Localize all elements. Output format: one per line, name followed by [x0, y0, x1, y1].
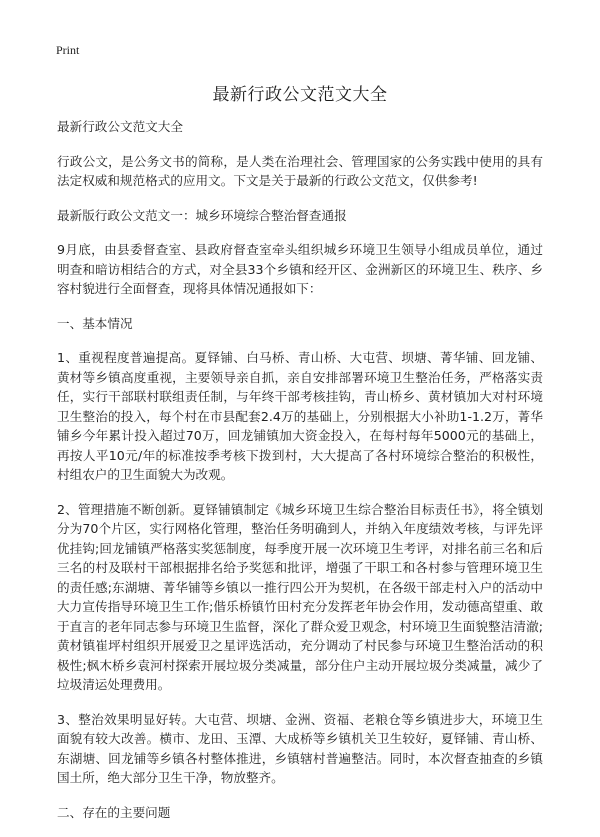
- page-title: 最新行政公文范文大全: [212, 85, 388, 105]
- article-subtitle: 最新行政公文范文大全: [57, 119, 183, 134]
- paragraph-item-2: 2、管理措施不断创新。夏铎铺镇制定《城乡环境卫生综合整治目标责任书》，将全镇划分为70个片区，实行网格化管理，整治任务明确到人，并纳入年度绩效考核，与评先评优挂钩;回龙铺镇严格落实奖惩制度，每季度开展一次环境卫生考评，对排名前三名和后三名的村及联村干部根据排名给予奖惩和批评，增强了干职工和各村参与管理环境卫生的责任感;东湖塘、菁华铺等乡镇以一推行四公开为契机，在各级干部走村入户的活动中大力宣传指导环境卫生工作;偕乐桥镇竹田村充分发挥老年协会作用，发动德高望重、敢于直言的老年同志参与环境卫生监督，深化了群众爱卫观念，村环境卫生面貌整洁清澈;黄材镇崔坪村组织开展爱卫之星评选活动，充分调动了村民参与环境卫生整治活动的积极性;枫木桥乡袁河村探索开展垃圾分类减量，部分住户主动开展垃圾分类减量，减少了垃圾清运处理费用。: [57, 501, 543, 692]
- paragraph-item-1: 1、重视程度普遍提高。夏铎铺、白马桥、青山桥、大屯营、坝塘、菁华铺、回龙铺、黄材等乡镇高度重视，主要领导亲自抓，亲自安排部署环境卫生整治任务，严格落实责任，实行干部联村联组责任制，与年终干部考核挂钩，青山桥乡、黄材镇加大对村环境卫生整治的投入，每个村在市县配套2.4万的基础上，分别根据大小补助1-1.2万，菁华铺乡今年累计投入超过70万，回龙铺镇加大资金投入，在每村每年5000元的基础上，再按人平10元/年的标准按季考核下拨到村，大大提高了各村环境综合整治的积极性，村组农户的卫生面貌大为改观。: [57, 350, 543, 482]
- opening-paragraph: 9月底，由县委督查室、县政府督查室牵头组织城乡环境卫生领导小组成员单位，通过明查和暗访相结合的方式，对全县33个乡镇和经开区、金洲新区的环境卫生、秩序、乡容村貌进行全面督查，现将具体情况通报如下：: [57, 242, 543, 296]
- article-body: [57, 117, 543, 837]
- heading-main-problems: 二、存在的主要问题: [57, 804, 171, 820]
- intro-paragraph: 行政公文，是公务文书的简称，是人类在治理社会、管理国家的公务实践中使用的具有法定权威和规范格式的应用文。下文是关于最新的行政公文范文，仅供参考!: [57, 153, 543, 188]
- print-link[interactable]: Print: [56, 43, 80, 57]
- heading-basic-situation: 一、基本情况: [57, 315, 133, 331]
- paragraph-item-3: 3、整治效果明显好转。大屯营、坝塘、金洲、资福、老粮仓等乡镇进步大，环境卫生面貌有较大改善。横市、龙田、玉潭、大成桥等乡镇机关卫生较好，夏铎铺、青山桥、东湖塘、回龙铺等乡镇各村整体推进，乡镇辖村普遍整洁。同时，本次督查抽查的乡镇国土所，绝大部分卫生干净，物放整齐。: [57, 711, 543, 785]
- section-title: 最新版行政公文范文一：城乡环境综合整治督查通报: [57, 207, 347, 223]
